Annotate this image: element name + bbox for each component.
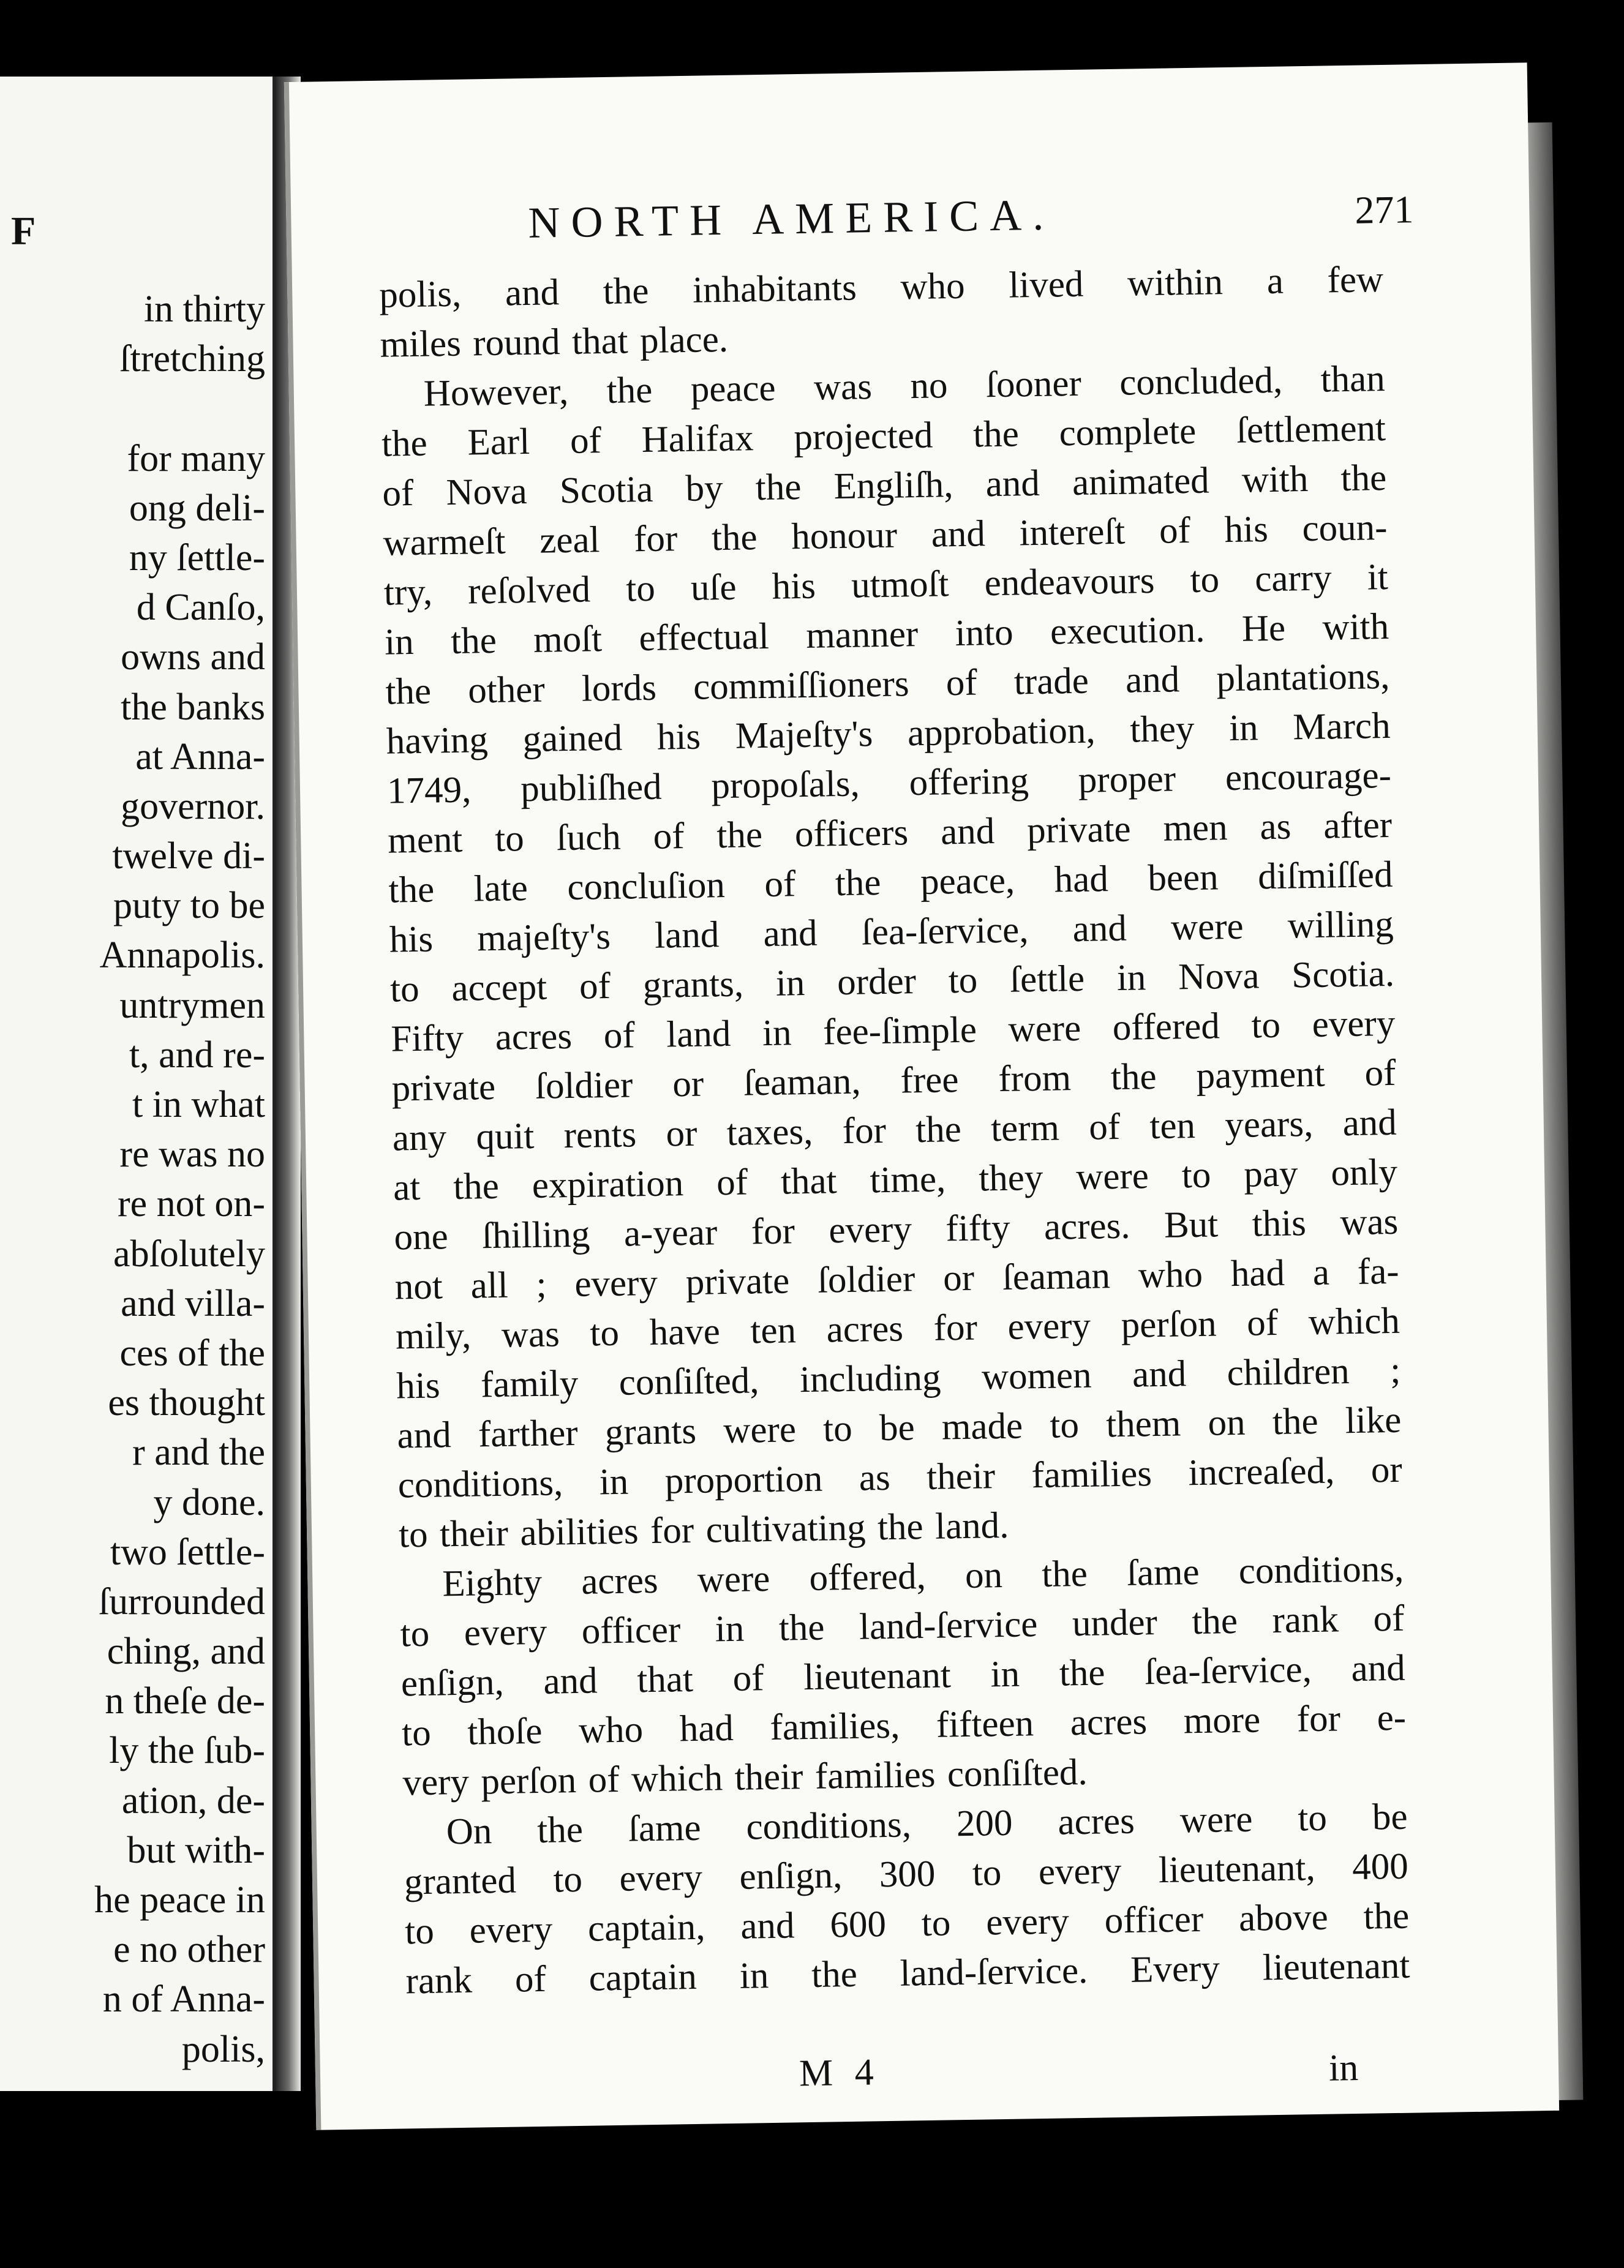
left-page-line: untrymen <box>119 984 265 1026</box>
left-page-line: ation, de- <box>121 1779 265 1822</box>
left-page-line: for many <box>127 437 265 479</box>
text-line: having gained his Majeſty's approbation, they in March <box>386 705 1391 762</box>
text-line: in the moſt effectual manner into execution. He with <box>384 606 1389 663</box>
left-page-line: es thought <box>108 1382 265 1424</box>
text-line: 1749, publiſhed propoſals, offering proper encourage- <box>386 754 1392 812</box>
left-page-line: d Canſo, <box>136 587 265 629</box>
left-page-line: ching, and <box>107 1631 265 1673</box>
text-line: and farther grants were to be made to them on the like <box>397 1399 1402 1457</box>
catchword: in <box>1328 2046 1359 2089</box>
text-line: his majeſty's land and ſea-ſervice, and were willing <box>389 903 1394 961</box>
left-page-line: ces of the <box>119 1332 265 1374</box>
left-page-line: n theſe de- <box>105 1680 265 1722</box>
left-page-line: twelve di- <box>112 835 265 877</box>
text-line: Eighty acres were offered, on the ſame conditions, <box>442 1548 1404 1605</box>
body-text <box>379 255 1410 2006</box>
left-page-line: owns and <box>121 636 265 678</box>
text-line: enſign, and that of lieutenant in the ſea-ſervice, and <box>400 1647 1406 1705</box>
text-line: of Nova Scotia by the Engliſh, and animated with the <box>382 457 1387 514</box>
left-page-line: ſtretching <box>119 338 265 380</box>
left-page-line: t in what <box>132 1084 265 1125</box>
left-page-line: abſolutely <box>113 1233 265 1275</box>
left-page-line: ong deli- <box>129 487 265 529</box>
left-page-line: in thirty <box>143 288 265 330</box>
text-line: conditions, in proportion as their families increaſed, or <box>397 1449 1403 1506</box>
text-line: not all ; every private ſoldier or ſeaman who had a fa- <box>394 1250 1400 1308</box>
left-page-line: e no other <box>113 1929 265 1971</box>
page-number: 271 <box>1354 187 1414 232</box>
right-page <box>284 62 1559 2130</box>
text-line: Fifty acres of land in fee-ſimple were offered to every <box>390 1002 1396 1060</box>
left-page-line: governor. <box>121 785 265 827</box>
text-line: mily, was to have ten acres for every perſon of which <box>395 1300 1400 1357</box>
signature-mark: M 4 <box>799 2051 881 2095</box>
left-page-line: the banks <box>121 686 265 728</box>
text-line: to thoſe who had families, fifteen acres more for e- <box>401 1697 1407 1754</box>
text-line: On the ſame conditions, 200 acres were to be <box>446 1796 1408 1853</box>
text-line: private ſoldier or ſeaman, free from the payment of <box>391 1052 1396 1110</box>
left-page-line: ny ſettle- <box>129 536 265 579</box>
left-page-line: r and the <box>132 1432 265 1474</box>
running-head: NORTH AMERICA. <box>527 190 1055 247</box>
text-line: granted to every enſign, 300 to every lieutenant, 400 <box>404 1846 1409 1903</box>
text-line: any quit rents or taxes, for the term of ten years, and <box>392 1102 1397 1159</box>
left-page-line: re not on- <box>117 1183 265 1225</box>
left-page-line: Annapolis. <box>99 934 265 977</box>
left-page-line: at Anna- <box>135 735 265 778</box>
left-page-line: he peace in <box>94 1879 265 1921</box>
left-page-line: ſurrounded <box>98 1580 265 1623</box>
text-line: polis, and the inhabitants who lived within a few <box>378 258 1384 316</box>
left-page-line: two ſettle- <box>110 1531 265 1573</box>
text-line: at the expiration of that time, they were to pay only <box>393 1151 1398 1209</box>
text-line: to their abilities for cultivating the land. <box>398 1504 1009 1556</box>
left-page-line <box>94 384 265 434</box>
text-line: ment to ſuch of the officers and private men as after <box>387 804 1393 862</box>
left-page-line: but with- <box>127 1829 265 1871</box>
text-line: to accept of grants, in order to ſettle in Nova Scotia. <box>389 953 1395 1010</box>
left-page-line: polis, <box>181 2028 265 2070</box>
text-line: try, reſolved to uſe his utmoſt endeavours to carry it <box>383 556 1389 614</box>
text-line: the Earl of Halifax projected the complete ſettlement <box>381 407 1386 465</box>
left-page-line: y done. <box>153 1481 265 1523</box>
left-page-line: ly the ſub- <box>109 1730 265 1772</box>
text-line: miles round that place. <box>380 318 729 366</box>
left-page-fragment <box>0 77 276 2091</box>
text-line: his family conſiſted, including women and children ; <box>396 1350 1401 1407</box>
text-line: one ſhilling a-year for every fifty acres. But this was <box>393 1201 1399 1258</box>
left-page-line: t, and re- <box>129 1034 265 1076</box>
left-page-line: puty to be <box>113 885 265 927</box>
left-page-line: re was no <box>119 1133 265 1176</box>
text-line: rank of captain in the land-ſervice. Every lieutenant <box>405 1945 1410 2002</box>
left-page-text <box>94 285 265 2075</box>
left-page-line: n of Anna- <box>102 1978 265 2021</box>
text-line: very perſon of which their families conſiſted. <box>402 1751 1088 1804</box>
text-line: warmeſt zeal for the honour and intereſt of his coun- <box>383 506 1388 564</box>
left-page-line: and villa- <box>121 1282 265 1324</box>
left-page-running-head: F <box>11 209 36 253</box>
text-line: the other lords commiſſioners of trade and plantations, <box>385 655 1390 713</box>
text-line: to every captain, and 600 to every officer above the <box>404 1895 1410 1953</box>
text-line: However, the peace was no ſooner concluded, than <box>423 358 1386 415</box>
text-line: the late concluſion of the peace, had been diſmiſſed <box>388 854 1393 911</box>
text-line: to every officer in the land-ſervice under the rank of <box>400 1598 1405 1655</box>
